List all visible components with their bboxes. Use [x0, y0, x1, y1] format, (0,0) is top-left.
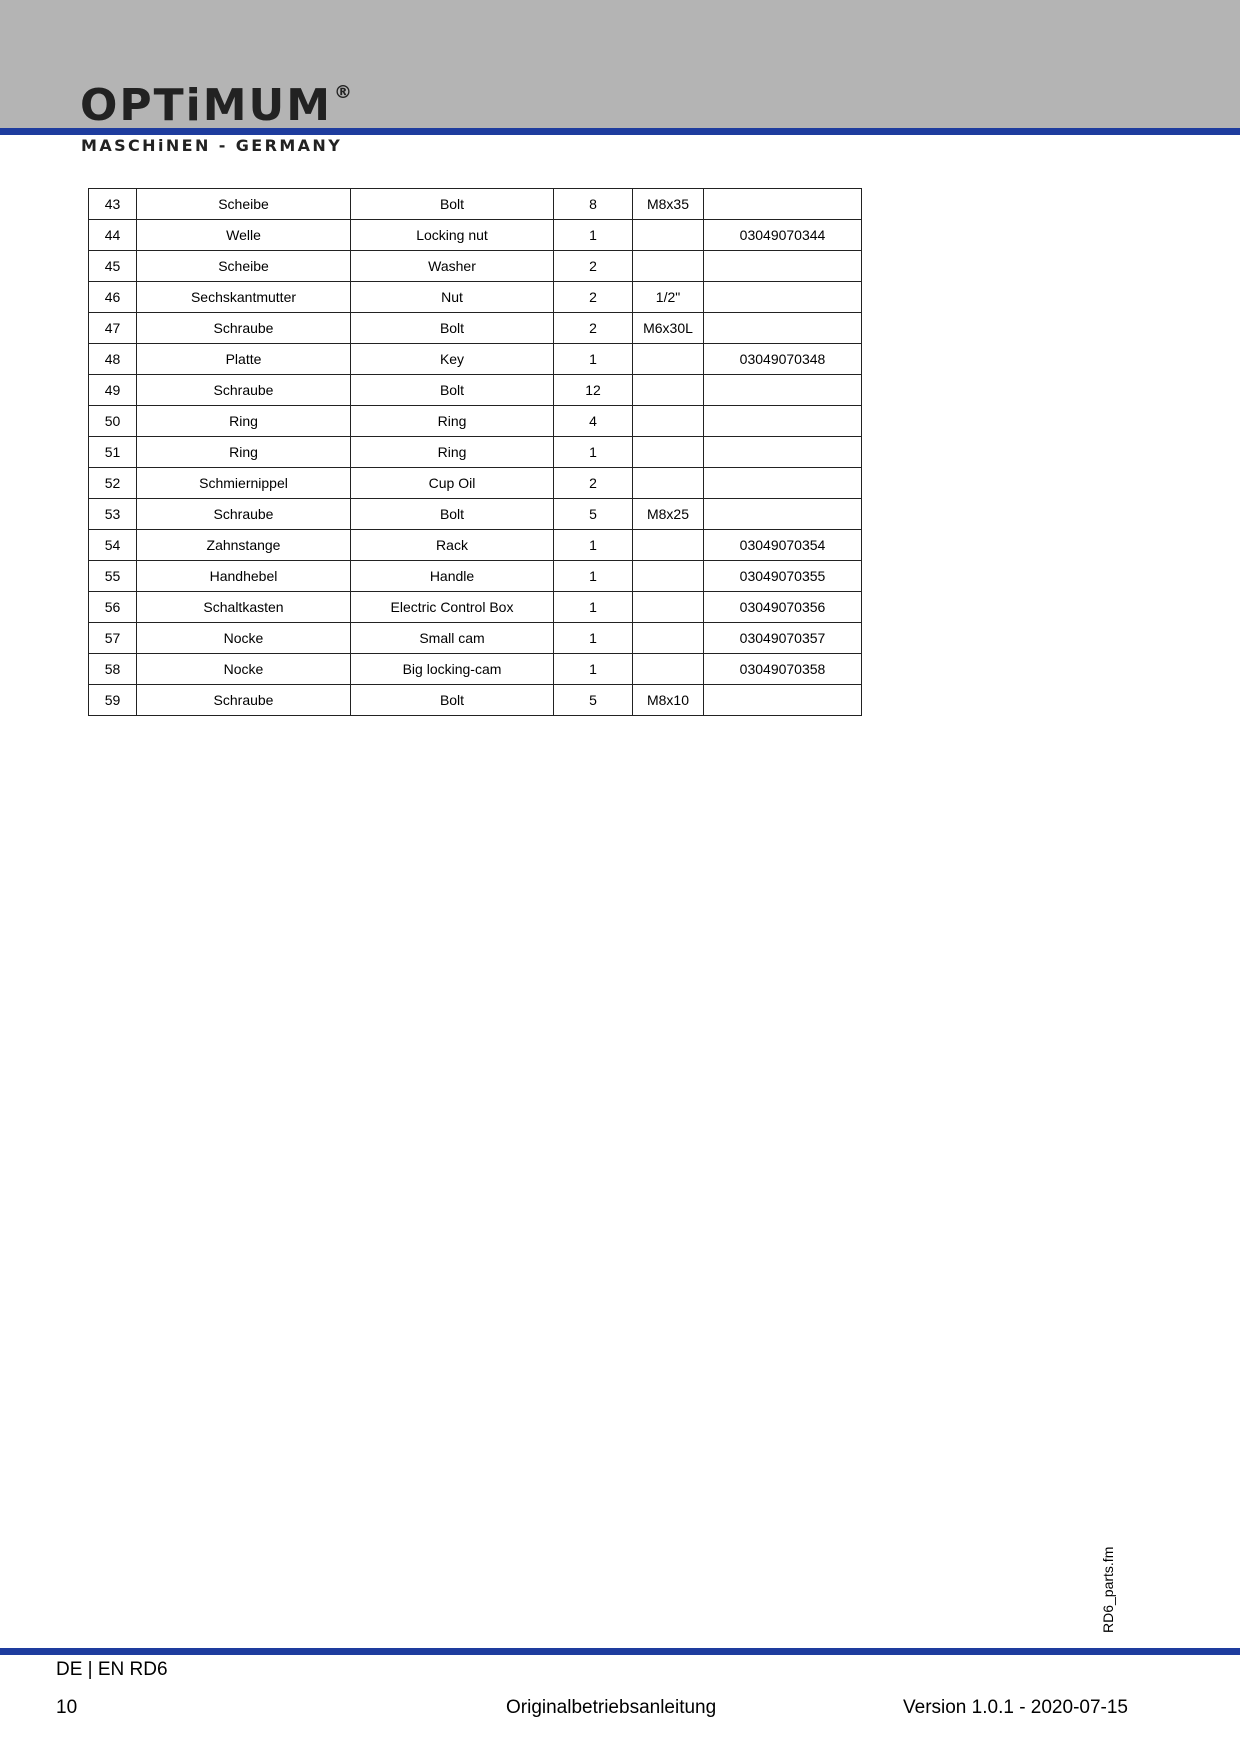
english-name-cell: Washer: [351, 251, 554, 282]
item-number-cell: [704, 685, 862, 716]
english-name-cell: Bolt: [351, 499, 554, 530]
english-name-cell: Ring: [351, 437, 554, 468]
quantity-cell: 2: [554, 282, 633, 313]
footer-language-model: DE | EN RD6: [56, 1659, 168, 1680]
position-cell: 49: [89, 375, 137, 406]
german-name-cell: Scheibe: [137, 189, 351, 220]
english-name-cell: Bolt: [351, 189, 554, 220]
position-cell: 45: [89, 251, 137, 282]
quantity-cell: 2: [554, 251, 633, 282]
quantity-cell: 12: [554, 375, 633, 406]
size-cell: [633, 623, 704, 654]
english-name-cell: Locking nut: [351, 220, 554, 251]
position-cell: 47: [89, 313, 137, 344]
logo-tagline: MASCHiNEN - GERMANY: [81, 136, 343, 155]
english-name-cell: Ring: [351, 406, 554, 437]
table-row: [89, 282, 862, 313]
side-filename: RD6_parts.fm: [1100, 1546, 1116, 1633]
table-row: [89, 344, 862, 375]
english-name-cell: Cup Oil: [351, 468, 554, 499]
table-row: [89, 251, 862, 282]
quantity-cell: 1: [554, 530, 633, 561]
position-cell: 57: [89, 623, 137, 654]
quantity-cell: 1: [554, 437, 633, 468]
german-name-cell: Schaltkasten: [137, 592, 351, 623]
size-cell: M8x35: [633, 189, 704, 220]
size-cell: M8x10: [633, 685, 704, 716]
table-row: [89, 437, 862, 468]
position-cell: 53: [89, 499, 137, 530]
quantity-cell: 1: [554, 561, 633, 592]
position-cell: 46: [89, 282, 137, 313]
german-name-cell: Nocke: [137, 623, 351, 654]
table-row: [89, 189, 862, 220]
german-name-cell: Platte: [137, 344, 351, 375]
quantity-cell: 1: [554, 220, 633, 251]
item-number-cell: 03049070355: [704, 561, 862, 592]
item-number-cell: 03049070358: [704, 654, 862, 685]
size-cell: [633, 561, 704, 592]
item-number-cell: [704, 437, 862, 468]
position-cell: 43: [89, 189, 137, 220]
footer-rule: [0, 1648, 1240, 1655]
german-name-cell: Schraube: [137, 685, 351, 716]
item-number-cell: 03049070348: [704, 344, 862, 375]
german-name-cell: Ring: [137, 406, 351, 437]
table-row: [89, 530, 862, 561]
german-name-cell: Handhebel: [137, 561, 351, 592]
table-row: [89, 685, 862, 716]
size-cell: [633, 251, 704, 282]
size-cell: [633, 375, 704, 406]
quantity-cell: 1: [554, 592, 633, 623]
table-row: [89, 313, 862, 344]
english-name-cell: Small cam: [351, 623, 554, 654]
position-cell: 56: [89, 592, 137, 623]
english-name-cell: Rack: [351, 530, 554, 561]
size-cell: [633, 220, 704, 251]
parts-table-body: [89, 189, 862, 716]
english-name-cell: Big locking-cam: [351, 654, 554, 685]
quantity-cell: 2: [554, 468, 633, 499]
german-name-cell: Schraube: [137, 375, 351, 406]
size-cell: [633, 406, 704, 437]
item-number-cell: 03049070354: [704, 530, 862, 561]
size-cell: [633, 344, 704, 375]
english-name-cell: Bolt: [351, 685, 554, 716]
english-name-cell: Bolt: [351, 375, 554, 406]
english-name-cell: Nut: [351, 282, 554, 313]
position-cell: 52: [89, 468, 137, 499]
quantity-cell: 1: [554, 623, 633, 654]
table-row: [89, 499, 862, 530]
item-number-cell: [704, 499, 862, 530]
german-name-cell: Schraube: [137, 499, 351, 530]
optimum-logo: [80, 80, 354, 131]
quantity-cell: 5: [554, 685, 633, 716]
size-cell: [633, 468, 704, 499]
page-number: 10: [56, 1697, 78, 1718]
logo-text: OPTiMUM: [80, 80, 333, 131]
size-cell: M8x25: [633, 499, 704, 530]
quantity-cell: 8: [554, 189, 633, 220]
size-cell: [633, 437, 704, 468]
position-cell: 59: [89, 685, 137, 716]
item-number-cell: [704, 468, 862, 499]
german-name-cell: Zahnstange: [137, 530, 351, 561]
table-row: [89, 406, 862, 437]
quantity-cell: 4: [554, 406, 633, 437]
german-name-cell: Sechskantmutter: [137, 282, 351, 313]
english-name-cell: Key: [351, 344, 554, 375]
quantity-cell: 1: [554, 344, 633, 375]
position-cell: 54: [89, 530, 137, 561]
german-name-cell: Scheibe: [137, 251, 351, 282]
table-row: [89, 220, 862, 251]
english-name-cell: Electric Control Box: [351, 592, 554, 623]
position-cell: 44: [89, 220, 137, 251]
item-number-cell: 03049070356: [704, 592, 862, 623]
size-cell: [633, 530, 704, 561]
size-cell: [633, 654, 704, 685]
position-cell: 51: [89, 437, 137, 468]
quantity-cell: 1: [554, 654, 633, 685]
item-number-cell: [704, 375, 862, 406]
registered-mark: ®: [334, 82, 355, 103]
german-name-cell: Ring: [137, 437, 351, 468]
item-number-cell: 03049070344: [704, 220, 862, 251]
table-row: [89, 623, 862, 654]
position-cell: 48: [89, 344, 137, 375]
table-row: [89, 592, 862, 623]
item-number-cell: [704, 189, 862, 220]
size-cell: 1/2": [633, 282, 704, 313]
item-number-cell: 03049070357: [704, 623, 862, 654]
table-row: [89, 468, 862, 499]
english-name-cell: Handle: [351, 561, 554, 592]
size-cell: [633, 592, 704, 623]
parts-table: [88, 188, 862, 716]
table-row: [89, 561, 862, 592]
table-row: [89, 654, 862, 685]
document-version: Version 1.0.1 - 2020-07-15: [903, 1697, 1128, 1718]
english-name-cell: Bolt: [351, 313, 554, 344]
german-name-cell: Welle: [137, 220, 351, 251]
size-cell: M6x30L: [633, 313, 704, 344]
position-cell: 50: [89, 406, 137, 437]
document-title: Originalbetriebsanleitung: [506, 1697, 717, 1718]
quantity-cell: 5: [554, 499, 633, 530]
item-number-cell: [704, 282, 862, 313]
quantity-cell: 2: [554, 313, 633, 344]
german-name-cell: Nocke: [137, 654, 351, 685]
item-number-cell: [704, 251, 862, 282]
table-row: [89, 375, 862, 406]
item-number-cell: [704, 406, 862, 437]
item-number-cell: [704, 313, 862, 344]
position-cell: 55: [89, 561, 137, 592]
german-name-cell: Schmiernippel: [137, 468, 351, 499]
position-cell: 58: [89, 654, 137, 685]
german-name-cell: Schraube: [137, 313, 351, 344]
